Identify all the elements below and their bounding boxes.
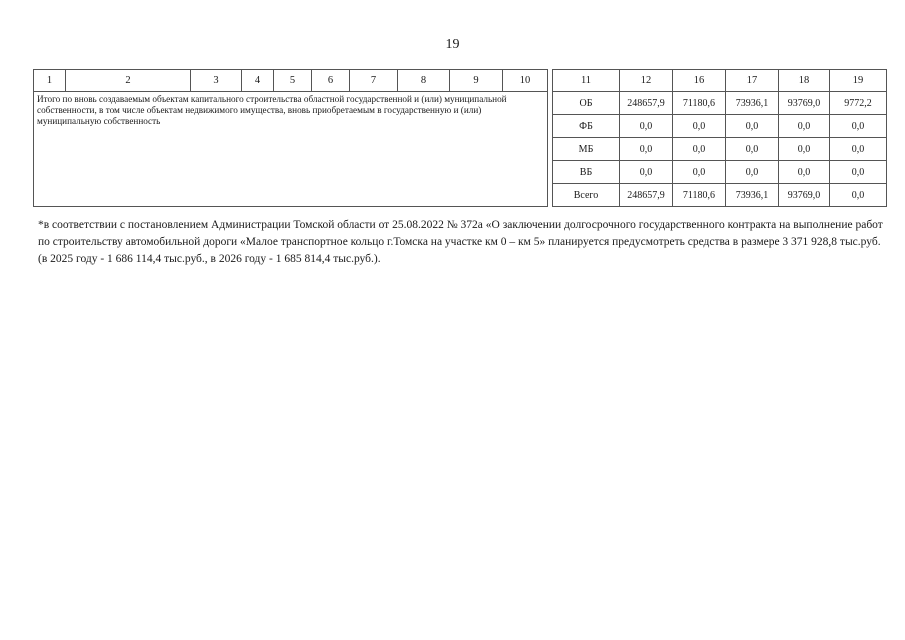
header-cell: 6	[312, 70, 350, 92]
value-cell: 248657,9	[620, 184, 673, 207]
row-description: Итого по вновь создаваемым объектам капитального строительства областной государственной и (или) муниципальной собственности, в том числе объектам недвижимого имущества, вновь приобретаемым в государственную и (или) муниципальную собственность	[34, 92, 548, 207]
value-cell: 73936,1	[726, 184, 779, 207]
table-row	[34, 92, 887, 115]
value-cell: 0,0	[620, 115, 673, 138]
header-cell: 7	[350, 70, 398, 92]
value-cell: 71180,6	[673, 92, 726, 115]
value-cell: 0,0	[620, 161, 673, 184]
header-cell: 4	[242, 70, 274, 92]
value-cell: 0,0	[673, 138, 726, 161]
value-cell: 0,0	[779, 161, 830, 184]
value-cell: 0,0	[830, 184, 887, 207]
source-cell: МБ	[553, 138, 620, 161]
header-cell: 11	[553, 70, 620, 92]
value-cell: 93769,0	[779, 92, 830, 115]
source-cell: Всего	[553, 184, 620, 207]
value-cell: 73936,1	[726, 92, 779, 115]
value-cell: 0,0	[726, 138, 779, 161]
value-cell: 71180,6	[673, 184, 726, 207]
header-cell: 18	[779, 70, 830, 92]
value-cell: 0,0	[830, 138, 887, 161]
source-cell: ОБ	[553, 92, 620, 115]
value-cell: 0,0	[726, 115, 779, 138]
header-cell: 12	[620, 70, 673, 92]
value-cell: 0,0	[673, 115, 726, 138]
budget-table	[33, 69, 887, 207]
source-cell: ФБ	[553, 115, 620, 138]
value-cell: 0,0	[830, 161, 887, 184]
value-cell: 9772,2	[830, 92, 887, 115]
header-cell: 9	[450, 70, 503, 92]
header-cell: 16	[673, 70, 726, 92]
header-cell: 19	[830, 70, 887, 92]
value-cell: 0,0	[620, 138, 673, 161]
page-number: 19	[445, 37, 460, 52]
header-cell: 1	[34, 70, 66, 92]
footnote: *в соответствии с постановлением Администрации Томской области от 25.08.2022 № 372а «О заключении долгосрочного государственного контракта на выполнение работ по строительству автомобильной дороги «Малое транспортное кольцо г.Томска на участке км 0 – км 5» планируется предусмотреть средства в размере 3 371 928,8 тыс.руб. (в 2025 году - 1 686 114,4 тыс.руб., в 2026 году - 1 685 814,4 тыс.руб.).	[38, 219, 883, 265]
value-cell: 0,0	[830, 115, 887, 138]
header-cell: 2	[66, 70, 191, 92]
header-cell: 17	[726, 70, 779, 92]
value-cell: 0,0	[673, 161, 726, 184]
header-cell: 3	[191, 70, 242, 92]
value-cell: 248657,9	[620, 92, 673, 115]
source-cell: ВБ	[553, 161, 620, 184]
value-cell: 0,0	[779, 138, 830, 161]
header-cell: 8	[398, 70, 450, 92]
header-cell: 10	[503, 70, 548, 92]
value-cell: 93769,0	[779, 184, 830, 207]
header-row	[34, 70, 887, 92]
header-cell: 5	[274, 70, 312, 92]
value-cell: 0,0	[726, 161, 779, 184]
value-cell: 0,0	[779, 115, 830, 138]
